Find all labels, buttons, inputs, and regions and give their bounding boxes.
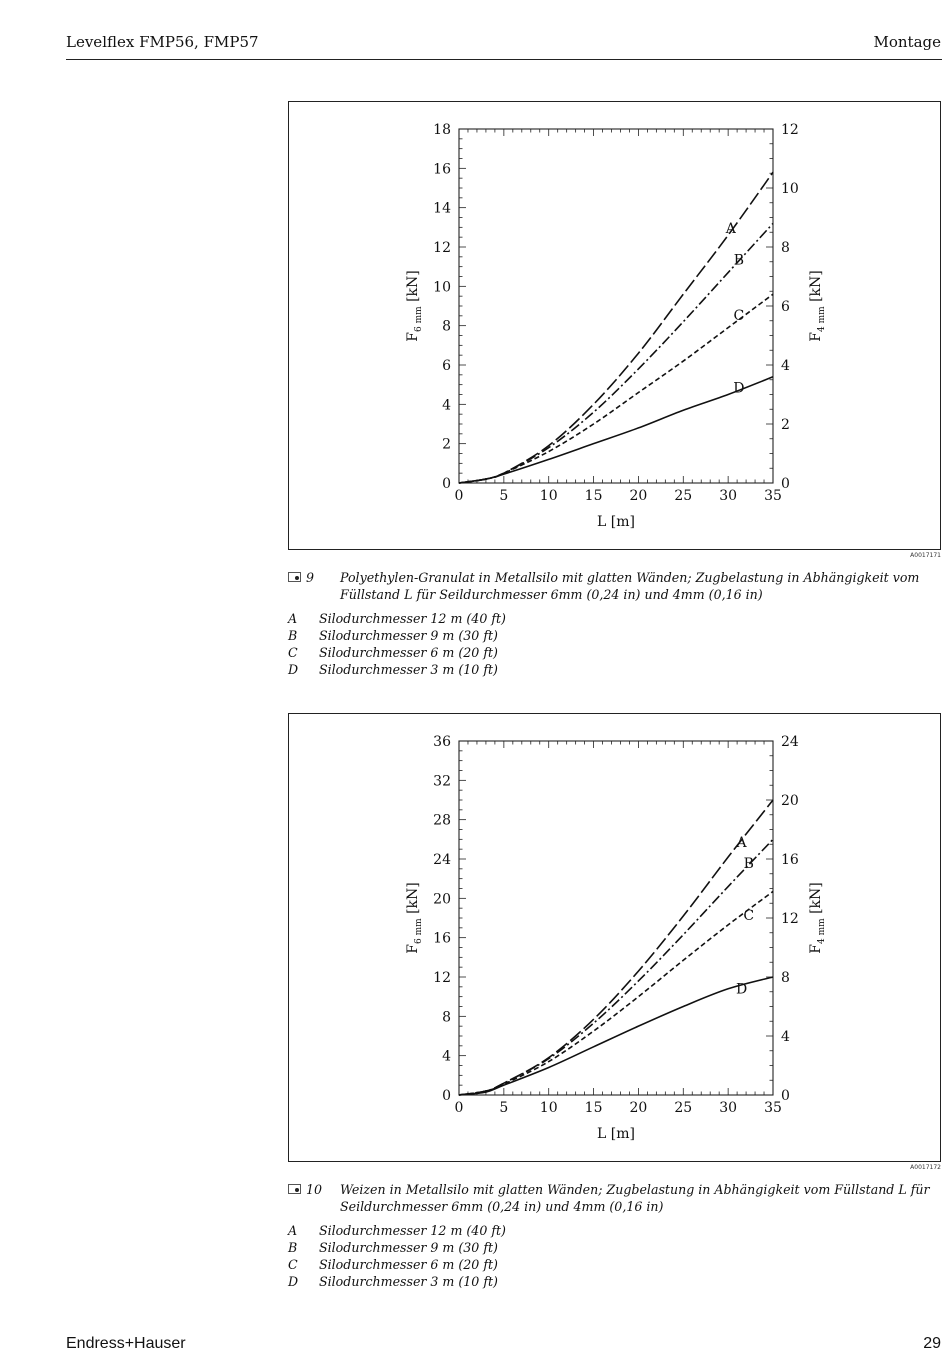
y-left-tick-label: 20 — [433, 891, 451, 908]
y-left-tick-label: 16 — [433, 930, 451, 947]
y-right-tick-label: 6 — [781, 299, 790, 315]
y-right-tick-label: 10 — [781, 181, 799, 197]
legend-text: Silodurchmesser 6 m (20 ft) — [319, 645, 498, 660]
legend-text: Silodurchmesser 9 m (30 ft) — [319, 1240, 498, 1255]
series-line-b — [459, 839, 773, 1095]
curve-label-d: D — [733, 380, 745, 397]
x-tick-label: 35 — [764, 488, 782, 504]
legend-row — [288, 610, 506, 627]
y-left-tick-label: 8 — [442, 1009, 451, 1026]
series-line-c — [459, 294, 773, 483]
curve-label-a: A — [725, 221, 736, 238]
y-right-axis-label: $F_{4 mm}$ [kN] — [808, 270, 827, 342]
y-left-tick-label: 6 — [442, 358, 451, 374]
y-left-axis-label: $F_{6 mm}$ [kN] — [405, 270, 424, 342]
figure-code: A0017172 — [910, 1164, 941, 1171]
series-line-d — [459, 377, 773, 483]
x-tick-label: 10 — [539, 488, 558, 504]
figure-number: 9 — [306, 570, 315, 585]
figure-legend — [288, 1222, 506, 1290]
figure-caption-text: Weizen in Metallsilo mit glatten Wänden; Zugbelastung in Abhängigkeit vom Füllstand L für Seildurchmesser 6mm (0,24 in) und 4mm (0,16 in) — [340, 1182, 930, 1214]
y-left-tick-label: 28 — [433, 812, 451, 829]
x-tick-label: 25 — [674, 1100, 693, 1116]
y-right-axis-label: $F_{4 mm}$ [kN] — [808, 882, 827, 954]
y-right-tick-label: 4 — [781, 358, 790, 374]
footer-brand: Endress+Hauser — [66, 1335, 186, 1352]
curve-label-a: A — [736, 835, 747, 852]
header-section: Montage — [873, 33, 941, 51]
x-axis-label: L [m] — [597, 1126, 635, 1142]
legend-text: Silodurchmesser 6 m (20 ft) — [319, 1257, 498, 1272]
legend-key: C — [288, 1257, 298, 1272]
chart-svg-wheat — [289, 714, 942, 1163]
x-tick-label: 0 — [454, 488, 464, 504]
x-tick-label: 30 — [719, 1100, 738, 1116]
y-left-tick-label: 0 — [442, 1088, 451, 1104]
series-line-b — [459, 223, 773, 483]
x-axis-label: L [m] — [597, 514, 635, 530]
y-right-tick-label: 0 — [781, 476, 790, 492]
y-left-axis-label: $F_{6 mm}$ [kN] — [405, 882, 424, 954]
y-right-tick-label: 20 — [781, 793, 799, 809]
plot-frame — [459, 741, 773, 1095]
y-right-tick-label: 2 — [781, 417, 790, 433]
figure-caption — [288, 1181, 942, 1215]
y-left-tick-label: 12 — [433, 970, 451, 986]
legend-row — [288, 1222, 506, 1239]
legend-row — [288, 1256, 506, 1273]
y-right-tick-label: 24 — [781, 734, 799, 750]
curve-label-b: B — [743, 855, 754, 872]
curve-label-c: C — [733, 307, 745, 324]
figure-caption-text: Polyethylen-Granulat in Metallsilo mit glatten Wänden; Zugbelastung in Abhängigkeit vom Füllstand L für Seildurchmesser 6mm (0,24 in) und 4mm (0,16 in) — [340, 570, 920, 602]
y-right-tick-label: 0 — [781, 1088, 790, 1104]
series-line-d — [459, 977, 773, 1095]
y-right-tick-label: 12 — [781, 911, 799, 927]
legend-key: A — [288, 611, 298, 626]
x-tick-label: 35 — [764, 1100, 782, 1116]
legend-key: A — [288, 1223, 298, 1238]
y-right-tick-label: 16 — [781, 852, 799, 868]
x-tick-label: 15 — [584, 1100, 603, 1116]
y-right-tick-label: 4 — [781, 1029, 790, 1045]
legend-row — [288, 661, 506, 678]
legend-text: Silodurchmesser 3 m (10 ft) — [319, 1274, 498, 1289]
x-tick-label: 5 — [499, 488, 509, 504]
y-left-tick-label: 18 — [433, 122, 451, 138]
figure-caption — [288, 569, 942, 603]
legend-row — [288, 627, 506, 644]
x-tick-label: 20 — [629, 488, 648, 504]
curve-label-d: D — [735, 981, 748, 998]
legend-key: D — [288, 1274, 299, 1289]
y-left-tick-label: 2 — [442, 436, 451, 453]
curve-label-b: B — [733, 252, 745, 269]
y-right-tick-label: 12 — [781, 122, 799, 138]
y-left-tick-label: 32 — [433, 773, 451, 790]
header-rule — [66, 59, 942, 60]
x-tick-label: 25 — [674, 488, 693, 504]
page-number: 29 — [923, 1335, 941, 1352]
legend-row — [288, 644, 506, 661]
y-left-tick-label: 0 — [442, 476, 451, 492]
header-title: Levelflex FMP56, FMP57 — [66, 33, 259, 51]
legend-text: Silodurchmesser 12 m (40 ft) — [319, 1223, 506, 1238]
series-line-c — [459, 891, 773, 1095]
figure-legend — [288, 610, 506, 678]
x-tick-label: 30 — [719, 488, 738, 504]
legend-text: Silodurchmesser 3 m (10 ft) — [319, 662, 498, 677]
legend-text: Silodurchmesser 12 m (40 ft) — [319, 611, 506, 626]
x-tick-label: 15 — [584, 488, 603, 504]
y-left-tick-label: 16 — [433, 161, 451, 178]
y-right-tick-label: 8 — [781, 970, 790, 986]
legend-key: B — [288, 1240, 298, 1255]
x-tick-label: 5 — [499, 1100, 509, 1116]
chart-wheat — [288, 713, 941, 1162]
x-tick-label: 10 — [539, 1100, 558, 1116]
y-left-tick-label: 14 — [433, 200, 451, 217]
y-right-tick-label: 8 — [781, 240, 790, 256]
curve-label-c: C — [743, 907, 755, 924]
y-left-tick-label: 36 — [433, 734, 451, 750]
chart-svg-polyethylene — [289, 102, 942, 551]
y-left-tick-label: 24 — [433, 852, 451, 868]
x-tick-label: 0 — [454, 1100, 464, 1116]
y-left-tick-label: 12 — [433, 240, 451, 256]
legend-key: D — [288, 662, 299, 677]
figure-number: 10 — [306, 1182, 323, 1197]
legend-key: B — [288, 628, 298, 643]
series-line-a — [459, 800, 773, 1095]
plot-frame — [459, 129, 773, 483]
figure-code: A0017171 — [910, 552, 941, 559]
legend-text: Silodurchmesser 9 m (30 ft) — [319, 628, 498, 643]
y-left-tick-label: 10 — [433, 279, 451, 296]
chart-polyethylene — [288, 101, 941, 550]
figure-icon — [288, 572, 301, 582]
y-left-tick-label: 4 — [442, 397, 451, 414]
legend-row — [288, 1273, 506, 1290]
legend-row — [288, 1239, 506, 1256]
x-tick-label: 20 — [629, 1100, 648, 1116]
legend-key: C — [288, 645, 298, 660]
figure-icon — [288, 1184, 301, 1194]
y-left-tick-label: 8 — [442, 318, 451, 335]
y-left-tick-label: 4 — [442, 1048, 451, 1065]
